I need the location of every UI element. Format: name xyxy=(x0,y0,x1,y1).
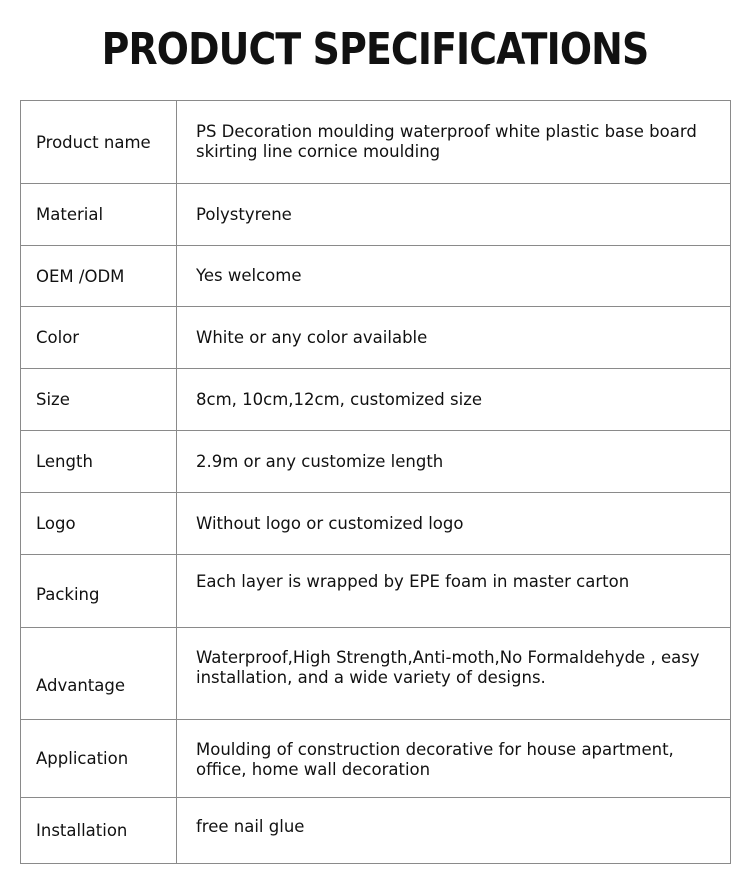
row-value-text: PS Decoration moulding waterproof white plastic base board skirting line cornice moulding xyxy=(196,122,697,161)
row-label: Color xyxy=(21,307,177,369)
table-row xyxy=(21,798,731,864)
table-row xyxy=(21,184,731,246)
row-value: 8cm, 10cm,12cm, customized size xyxy=(177,369,731,431)
table-row xyxy=(21,246,731,307)
row-label: Length xyxy=(21,431,177,493)
row-label: Application xyxy=(21,720,177,798)
page-title: PRODUCT SPECIFICATIONS xyxy=(101,24,649,75)
row-label: Logo xyxy=(21,493,177,555)
table-row xyxy=(21,307,731,369)
row-label-text: Packing xyxy=(36,584,100,604)
table-row xyxy=(21,431,731,493)
row-value xyxy=(177,555,731,628)
row-label: Product name xyxy=(21,101,177,184)
row-value: Yes welcome xyxy=(177,246,731,307)
row-value xyxy=(177,720,731,798)
row-value: Polystyrene xyxy=(177,184,731,246)
table-row xyxy=(21,369,731,431)
table-row xyxy=(21,555,731,628)
row-label xyxy=(21,555,177,628)
row-value xyxy=(177,101,731,184)
row-label: Size xyxy=(21,369,177,431)
table-row xyxy=(21,493,731,555)
row-label: Installation xyxy=(21,798,177,864)
table-row xyxy=(21,101,731,184)
table-row xyxy=(21,720,731,798)
row-label xyxy=(21,628,177,720)
row-value-text: Each layer is wrapped by EPE foam in master carton xyxy=(196,572,630,591)
row-value xyxy=(177,628,731,720)
row-label: Material xyxy=(21,184,177,246)
row-label-text: Advantage xyxy=(36,676,126,695)
table-row xyxy=(21,628,731,720)
row-value-text: Waterproof,High Strength,Anti-moth,No Formaldehyde , easy installation, and a wide variety of designs. xyxy=(196,648,700,687)
row-value: Without logo or customized logo xyxy=(177,493,731,555)
specifications-table xyxy=(20,100,731,864)
row-value: White or any color available xyxy=(177,307,731,369)
row-value: 2.9m or any customize length xyxy=(177,431,731,493)
row-value-text: free nail glue xyxy=(196,817,305,836)
row-value-text: Moulding of construction decorative for house apartment, office, home wall decoration xyxy=(196,740,674,779)
row-label: OEM /ODM xyxy=(21,246,177,307)
row-value xyxy=(177,798,731,864)
